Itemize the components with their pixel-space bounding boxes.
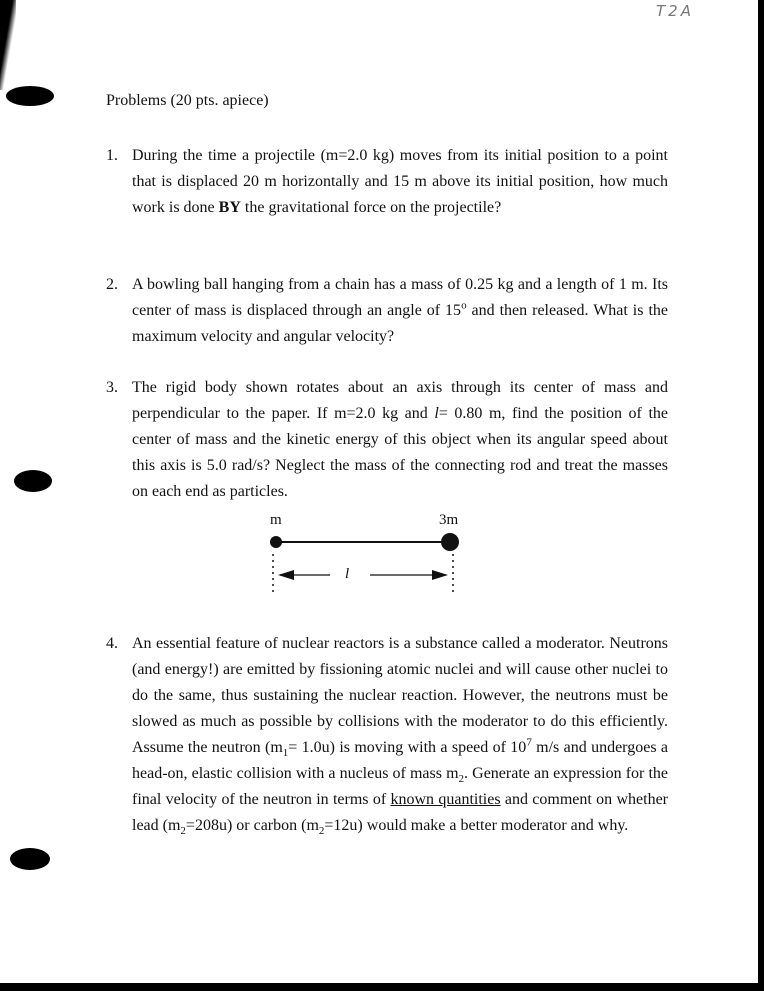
problem-number: 3. <box>106 379 118 396</box>
hole-punch-mark-bottom <box>10 848 50 870</box>
left-arrow-head <box>278 570 294 580</box>
problem-text-bold: BY <box>218 199 241 216</box>
subscript: 1 <box>282 747 289 760</box>
problem-text-part: and comment on whether lead (m <box>132 791 669 834</box>
hole-punch-mark-middle <box>14 470 52 492</box>
problem-text-part: A bowling ball hanging from a chain has a mass of 0.25 kg and a length of 1 m. Its center of mass is displaced through an angle of 15 <box>132 276 668 319</box>
subscript: 2 <box>318 825 325 838</box>
problem-text-part: The rigid body shown rotates about an axis through its center of mass and perpendicular to the paper. If m=2.0 kg and <box>132 379 668 422</box>
problem-number: 1. <box>106 147 118 164</box>
page-title: Problems (20 pts. apiece) <box>106 92 269 109</box>
degree-superscript: o <box>461 299 467 312</box>
problem-2 <box>106 272 668 350</box>
right-arrow-head <box>432 570 448 580</box>
problem-4 <box>106 631 668 839</box>
subscript: 2 <box>180 825 186 838</box>
exponent: 7 <box>526 736 532 749</box>
problem-text-part: the gravitational force on the projectile? <box>240 199 502 216</box>
problem-number: 4. <box>106 635 118 652</box>
small-mass-dot <box>270 536 282 548</box>
problem-text-part: . Generate an expression for the final velocity of the neutron in terms of <box>132 765 669 808</box>
problem-text-part: m/s and undergoes a head-on, elastic collision with a nucleus of mass m <box>132 739 668 782</box>
problem-text-part: = 1.0u) is moving with a speed of 10 <box>288 739 527 756</box>
problem-text <box>132 375 668 505</box>
problem-text-part: and then released. What is the maximum velocity and angular velocity? <box>132 302 668 345</box>
left-mass-label: m <box>270 512 282 528</box>
problem-text-part: During the time a projectile (m=2.0 kg) moves from its initial position to a point that is displaced 20 m horizontally and 15 m above its initial position, how much work is done <box>132 147 668 216</box>
hole-punch-mark-top <box>6 86 54 106</box>
problem-text-part: =208u) or carbon (m <box>185 817 319 834</box>
length-symbol: l <box>434 405 439 422</box>
problem-text <box>132 143 668 221</box>
problem-text <box>132 631 668 839</box>
problem-number: 2. <box>106 276 118 293</box>
binder-shadow <box>0 0 16 90</box>
problem-text-part: =12u) would make a better moderator and why. <box>324 817 629 834</box>
problem-text <box>132 272 668 350</box>
rigid-body-drawing <box>250 508 490 608</box>
underlined-phrase: known quantities <box>390 791 501 808</box>
problem-text-part: = 0.80 m, find the position of the center of mass and the kinetic energy of this object when its angular speed about this axis is 5.0 rad/s? Neglect the mass of the connecting rod and treat the masses on each end as particles. <box>132 405 668 500</box>
problem-3 <box>106 375 668 505</box>
scan-edge-right <box>758 0 764 991</box>
problem-1 <box>106 143 668 221</box>
problem-text-part: An essential feature of nuclear reactors is a substance called a moderator. Neutrons (and energy!) are emitted by fissioning atomic nuclei and will cause other nuclei to do the same, thus sustaining the nuclear reaction. However, the neutrons must be slowed as much as possible by collisions with the moderator to do this efficiently. Assume the neutron (m <box>132 635 668 756</box>
scan-edge-bottom <box>0 983 764 991</box>
large-mass-dot <box>441 533 459 551</box>
subscript: 2 <box>458 773 465 786</box>
length-label: l <box>345 566 350 582</box>
corner-handwritten-label: T2A <box>656 2 694 20</box>
right-mass-label: 3m <box>439 512 459 528</box>
rigid-body-diagram <box>250 508 490 608</box>
